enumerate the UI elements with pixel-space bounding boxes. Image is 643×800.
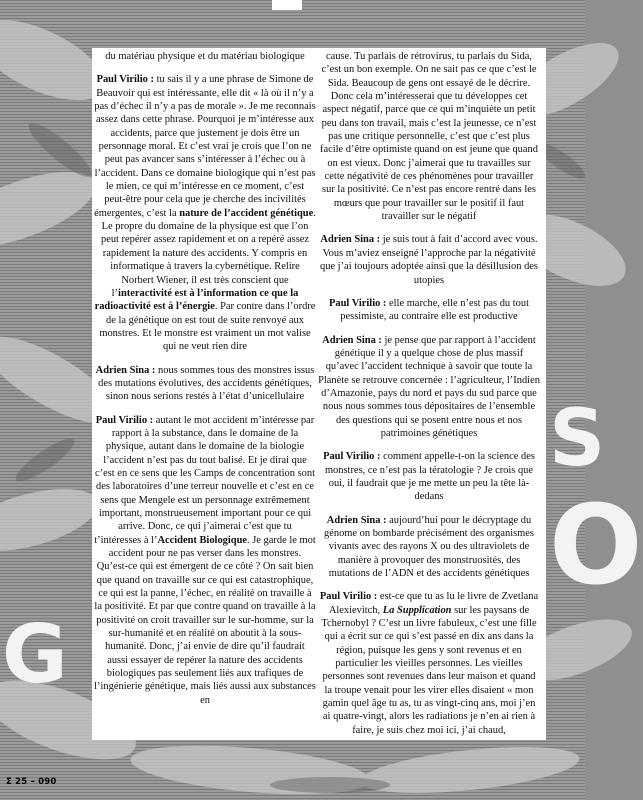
paragraph [94,364,316,404]
paragraph [318,50,540,223]
speech-text: tu sais il y a une phrase de Simone de Beauvoir qui est intéressante, elle dit « là où il n’y a pas d’échec il n’y a pas de morale ». Je me reconnais assez dans cette phrase. Pourquoi je m’intéresse aux accidents, parce que justement je dois être un personnage moral. Et c’est vrai je crois que l’on ne peut pas avancer sans s’intéresser à l’échec ou à l’accident. Dans ce domaine biologique qui n’est pas le mien, ce qui m’intéresse en ce moment, c’est peut-être pour cela que je cherche des incivilités émergentes, c’est la [94,74,316,219]
speaker-name: Paul Virilio : [96,74,154,86]
speech-text: est-ce que tu as lu le livre de Zvetlana Alexievitch, [328,591,539,616]
speaker-name: Adrien Sina : [95,364,156,376]
speech-text: . Le propre du domaine de la physique est que l’on peut repérer assez rapidement et on a repéré assez rapidement la nature des accidents. Y compris en informatique à travers la cybernétique. Relire Norbert Wiener, il est très conscient que l’ [100,207,316,299]
speech-text: nous sommes tous des monstres issus des mutations évolutives, des accidents génétiques, sinon nous serions restés à l’état d’unicellulaire [98,364,315,403]
paragraph [94,414,316,708]
paragraph [318,590,540,737]
left-text-column [94,50,316,740]
emphasis-text: interactivité est à l’information ce que la radioactivité est à l’énergie [94,287,299,313]
speaker-name: Adrien Sina : [322,334,382,346]
speech-text: aujourd’hui pour le décryptage du génome on bombarde précisément des organismes vivants avec des rayons X ou des ultraviolets de manière à provoquer des monstruosités, des mutations de l’ADN et des accidents génétiques [324,514,534,580]
speaker-name: Adrien Sina : [326,514,387,526]
paragraph [94,73,316,353]
paragraph [318,233,540,286]
paragraph-text: cause. Tu parlais de rétrovirus, tu parlais du Sida, c’est un bon exemple. On ne sait pas ce que c’est le Sida. Beaucoup de gens ont essayé de le décrire. Donc cela m’intéresserai que tu développes cet aspect négatif, parce que ce qui m’inquiète un petit peu dans ton travail, mais c’est la jeunesse, ce n’est pas une critique personnelle, c’est que c’est plus facile d’être optimiste quand on est jeune que quand on est vieux. Donc j’aimerai que tu travailles sur cette négativité de ces phénomènes pour travailler sur la positivité. Ce n’est pas encore rentré dans les mœurs que pour travailler sur le positif il faut travailler sur le négatif [320,51,538,223]
paragraph-text: du matériau physique et du matériau biologique [105,51,305,62]
speaker-name: Paul Virilio : [323,451,381,463]
emphasis-text: Accident Biologique [157,534,248,546]
backdrop-letter-g: G [2,608,68,701]
emphasis-text: nature de l’accident génétique [179,207,314,219]
paragraph [318,297,540,324]
speech-text: sur les paysans de Tchernobyl ? C’est un livre fabuleux, c’est une fille qui a écrit sur ce qui s’est passé en dix ans dans la région, puisque les gens y sont revenus et en particulier les vieilles personnes. Les vieilles personnes sont revenues dans leur maison et quand la troupe venait pour les virer elles disaient « mon gamin quel âge tu as, tu as vingt-cinq ans, moi j’en ai quatre-vingt, alors les radiations je n’en ai rien à faire, je suis chez moi ici, j’ai chaud, [321,604,537,736]
speech-text: elle marche, elle n’est pas du tout pessimiste, au contraire elle est productive [340,297,529,323]
speaker-name: Paul Virilio : [95,414,154,426]
book-title: La Supplication [382,604,452,616]
backdrop-letter-o: O [549,481,643,609]
speech-text: je suis tout à fait d’accord avec vous. Vous m’aviez enseigné l’approche par la négativité que j’ai toujours adoptée ainsi que la désillusion des utopies [320,234,538,286]
speaker-name: Paul Virilio : [329,297,387,309]
speech-text: je pense que par rapport à l’accident génétique il y a quelque chose de plus massif qu’avec l’accident technique à savoir que toute la Planète se retrouve concernée : l’agriculteur, l’Indien d’Amazonie, pays du nord et pays du sud parce que nous nous sommes tous dépositaires de l’ensemble des questions qui se posent entre nous et nos patrimoines génétiques [318,334,540,439]
paragraph [318,514,540,581]
speaker-name: Paul Virilio : [319,591,378,603]
speaker-name: Adrien Sina : [320,234,381,246]
page-folio: Σ 25 – 090 [6,777,57,787]
speech-text: . Je garde le mot accident pour ne pas verser dans les monstres. Qu’est-ce qui est émergent de ce côté ? On sait bien que quand on travaille sur ce qui est catastrophique, ce qui est la panne, l’échec, en réalité on travaille à la positivité. Et par que contre quand on travaille à la positivité on croit travailler sur le sur-homme, sur la sur-humanité et en réalité on aboutit à la sous-humanité. Donc, j’ai envie de dire qu’il faudrait aussi essayer de repérer la nature des accidents biologiques pas seulement liés aux trafiques de l’ingénierie génétique, mais liés aussi aux substances en [94,534,316,706]
header-tab [272,0,302,10]
paragraph [318,450,540,503]
speech-text: autant le mot accident m’intéresse par rapport à la substance, dans le domaine de la physique, autant dans le domaine de la biologie l’accident n’est pas du tout balisé. Et je dirai que c’est en ce sens que les Camps de concentration sont des laboratoires d’une terreur nouvelle et c’est en ce sens que Mengele est un personnage extrêmement important, monstrueusement important pour ce qui arrive. Donc, ce qui j’aimerai c’est que tu t’intéresses à l’ [94,414,315,546]
right-text-column [318,50,540,740]
paragraph [94,50,316,63]
backdrop-letter-s: S [549,394,606,484]
paragraph [318,334,540,441]
speech-text: comment appelle-t-on la science des monstres, ce n’est pas la tératologie ? Je crois que oui, il faudrait que je me mette un peu la tête là-dedans [324,451,535,503]
speech-text: . Par contre dans l’ordre de la génétique on est tout de suite renvoyé aux monstres. Et le monstre est vraiment un mot valise qui ne veut rien dire [99,301,316,353]
